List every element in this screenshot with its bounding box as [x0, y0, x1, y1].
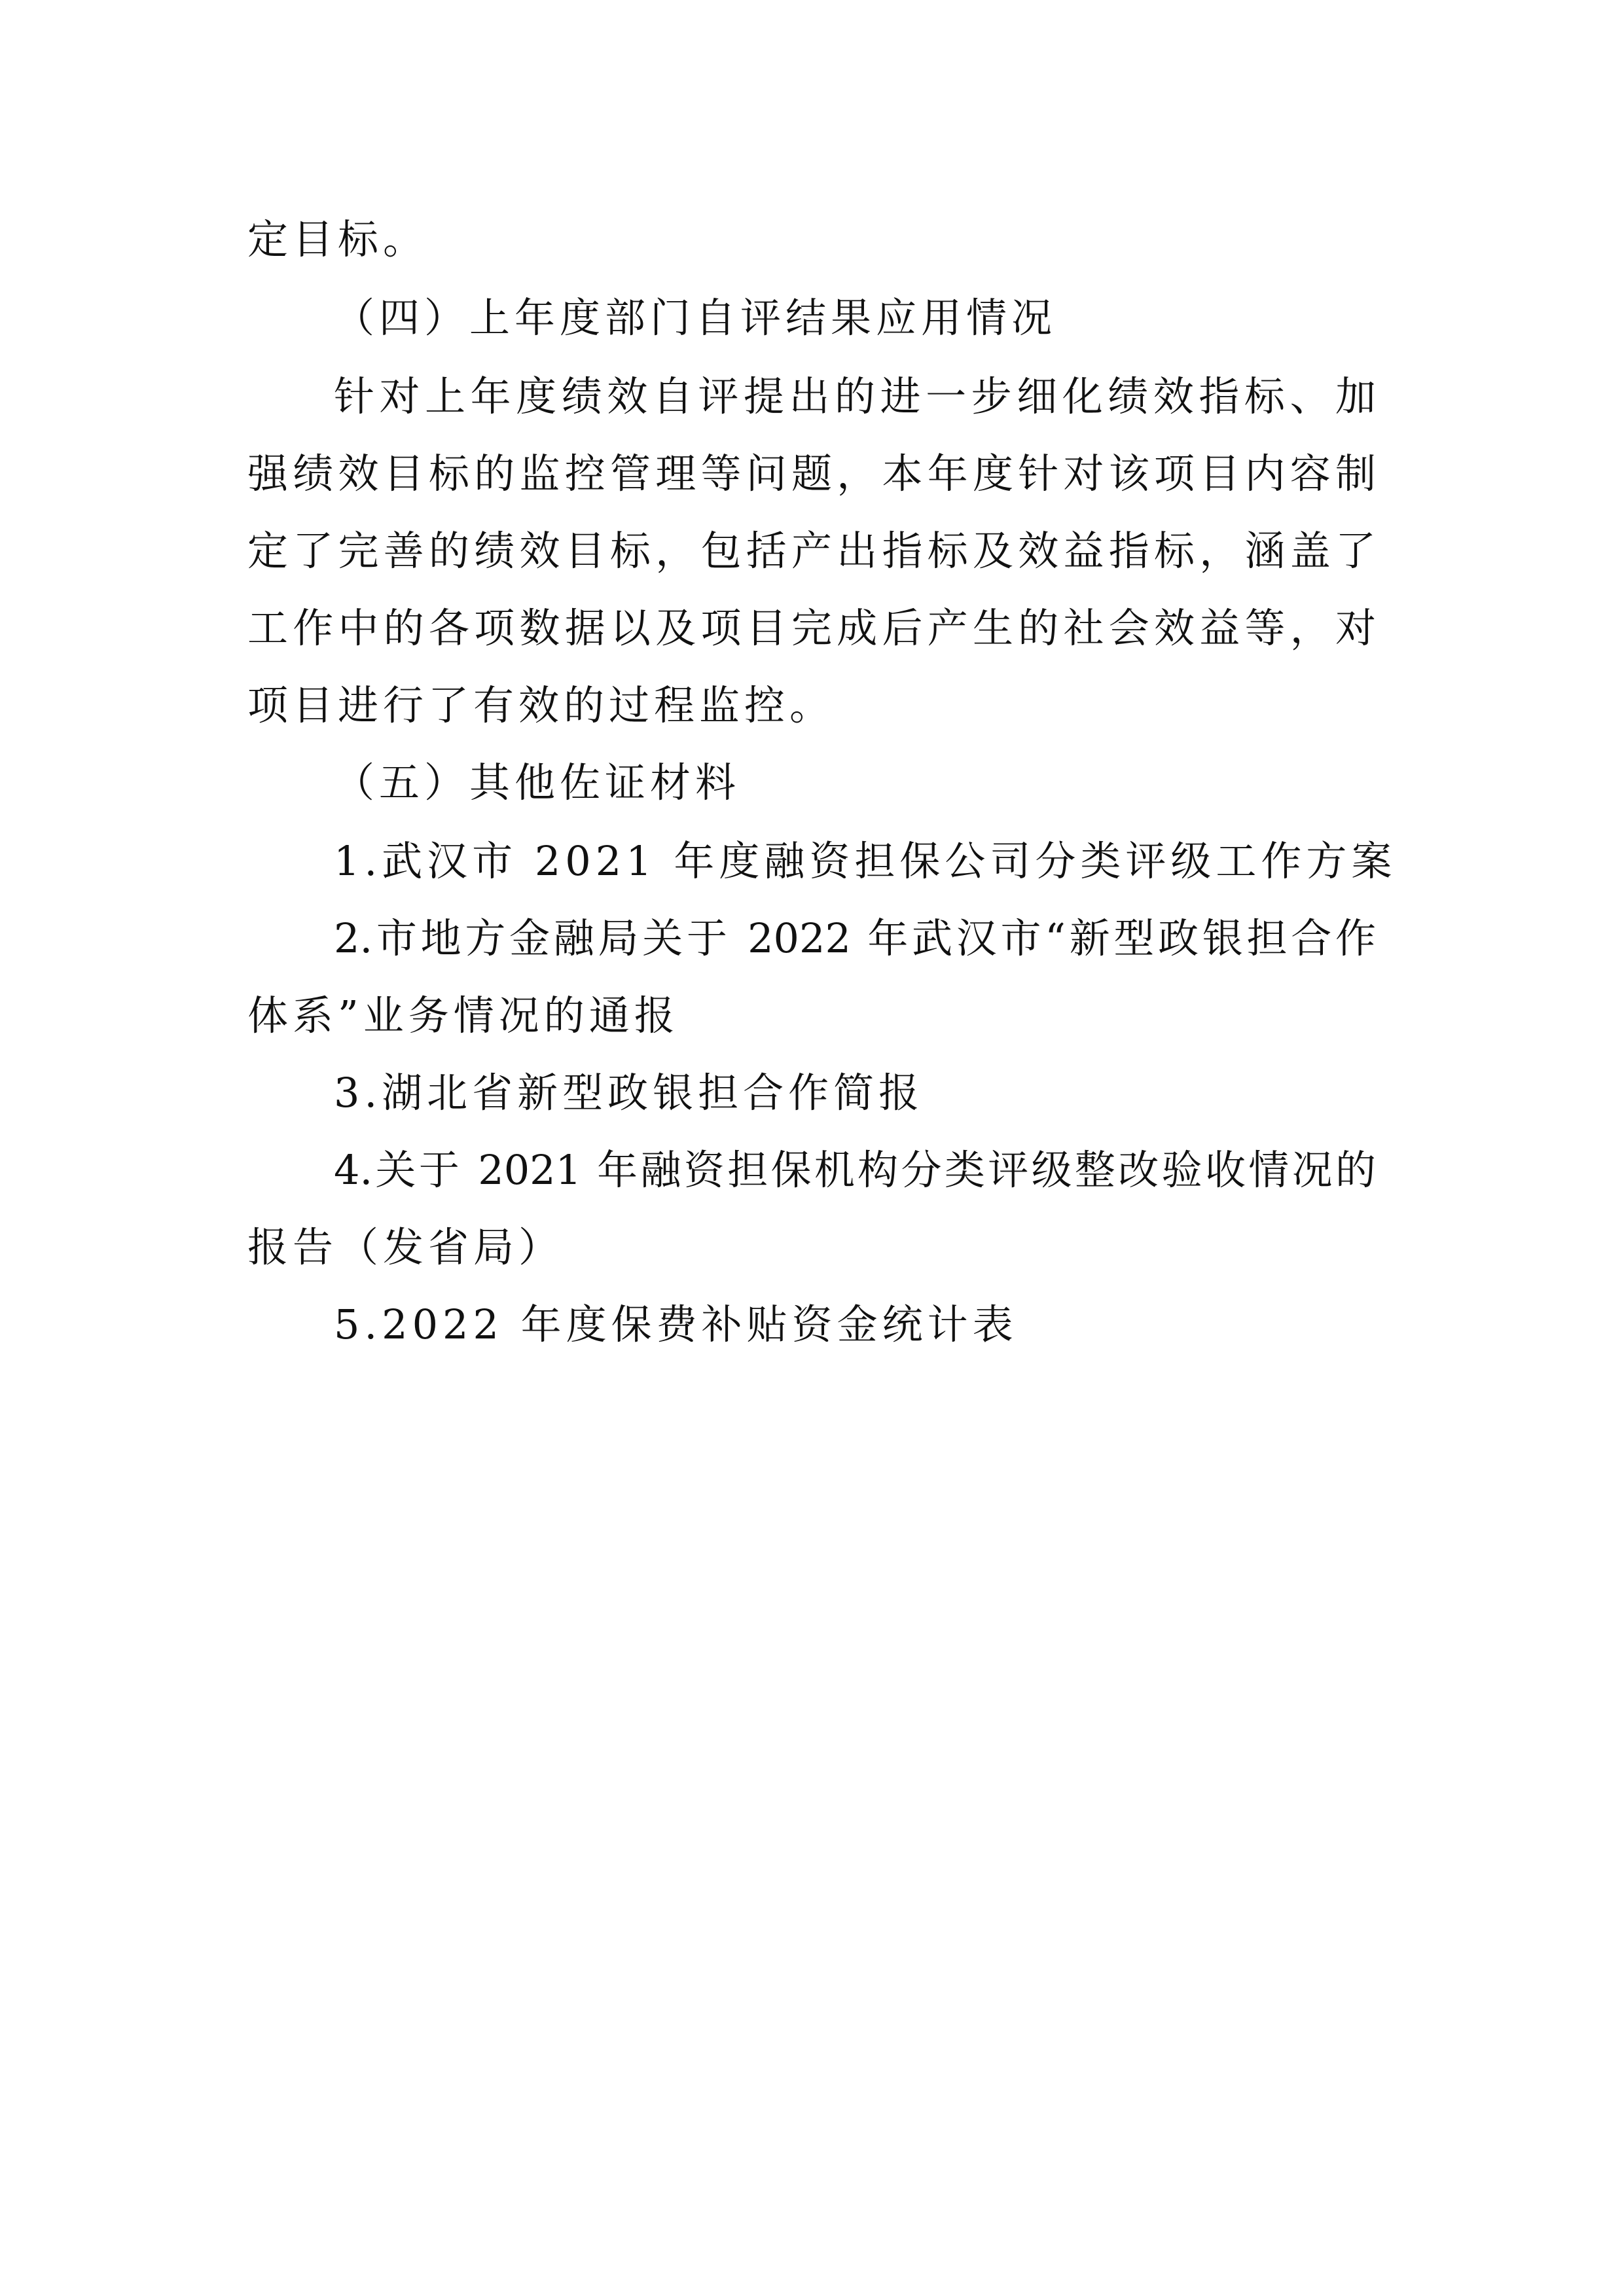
section-4-paragraph-line: 工作中的各项数据以及项目完成后产生的社会效益等，对	[247, 604, 1376, 652]
section-4-paragraph-line: 强绩效目标的监控管理等问题，本年度针对该项目内容制	[247, 450, 1376, 497]
section-5-heading: （五）其他佐证材料	[334, 759, 741, 806]
evidence-list-item: 1.武汉市 2021 年度融资担保公司分类评级工作方案	[334, 837, 1397, 885]
section-4-heading: （四）上年度部门自评结果应用情况	[334, 294, 1057, 342]
section-4-paragraph-line: 定了完善的绩效目标，包括产出指标及效益指标，涵盖了	[247, 527, 1376, 575]
evidence-list-item: 2.市地方金融局关于 2022 年武汉市“新型政银担合作	[334, 914, 1376, 962]
section-4-paragraph-line: 项目进行了有效的过程监控。	[247, 681, 835, 729]
section-4-paragraph-line: 针对上年度绩效自评提出的进一步细化绩效指标、加	[334, 372, 1376, 420]
continuation-text: 定目标。	[247, 215, 429, 263]
evidence-list-item: 3.湖北省新型政银担合作简报	[334, 1069, 924, 1117]
evidence-list-item: 5.2022 年度保费补贴资金统计表	[334, 1300, 1018, 1348]
evidence-list-item: 4.关于 2021 年融资担保机构分类评级整改验收情况的	[334, 1146, 1376, 1194]
evidence-list-item-continuation: 报告（发省局）	[247, 1223, 564, 1271]
evidence-list-item-continuation: 体系”业务情况的通报	[247, 992, 679, 1039]
